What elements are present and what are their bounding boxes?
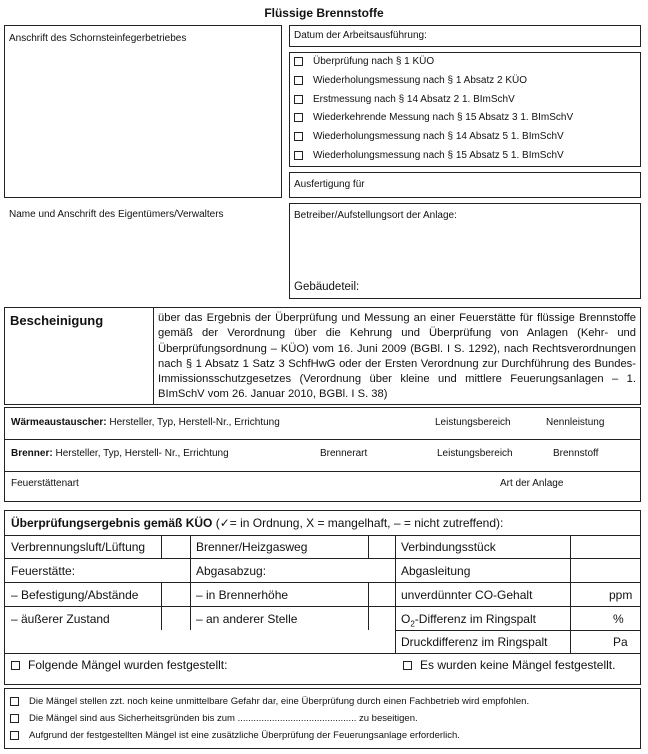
burner-flue-label: Brenner/Heizgasweg: [196, 540, 308, 554]
checkbox[interactable]: [11, 661, 20, 670]
checkbox[interactable]: [294, 57, 303, 66]
divider: [161, 535, 162, 559]
divider: [368, 535, 369, 559]
divider: [395, 630, 640, 631]
date-label: Datum der Arbeitsausführung:: [294, 30, 427, 41]
check-option[interactable]: Überprüfung nach § 1 KÜO: [294, 56, 434, 67]
check-option[interactable]: Wiederkehrende Messung nach § 15 Absatz 3 1. BImSchV: [294, 112, 573, 123]
owner-label: Name und Anschrift des Eigentümers/Verwalters: [9, 209, 224, 220]
flue-pipe-label: Abgasleitung: [401, 564, 471, 578]
nominal-power-label: Nennleistung: [546, 417, 605, 428]
address-box[interactable]: [4, 25, 282, 198]
o2-label: $O_2$-Differenz im Ringspalt: [401, 612, 536, 629]
checkbox[interactable]: [294, 76, 303, 85]
co-label: unverdünnter CO-Gehalt: [401, 588, 533, 602]
check-option[interactable]: Wiederholungsmessung nach § 1 Absatz 2 KÜO: [294, 75, 527, 86]
checkbox[interactable]: [294, 132, 303, 141]
condition-label: – äußerer Zustand: [11, 612, 110, 626]
divider: [5, 471, 640, 472]
copy-for-label: Ausfertigung für: [294, 179, 365, 190]
operator-label: Betreiber/Aufstellungsort der Anlage:: [294, 210, 457, 221]
connector-label: Verbindungsstück: [401, 540, 496, 554]
certificate-box: [4, 307, 641, 405]
system-type-label: Art der Anlage: [500, 478, 564, 489]
pressure-label: Druckdifferenz im Ringspalt: [401, 635, 548, 649]
note-option[interactable]: Die Mängel sind aus Sicherheitsgründen bis zum ............................................. zu beseitigen.: [10, 713, 418, 724]
checkbox[interactable]: [294, 151, 303, 160]
checkbox[interactable]: [10, 697, 19, 706]
divider: [5, 535, 640, 536]
exhaust-label: Abgasabzug:: [196, 564, 267, 578]
checkbox[interactable]: [294, 113, 303, 122]
burner-type-label: Brennerart: [320, 448, 368, 459]
copy-for-box[interactable]: [289, 172, 641, 198]
note-option[interactable]: Die Mängel stellen zzt. noch keine unmittelbare Gefahr dar, eine Überprüfung durch einen Fachbetrieb wird empfohlen.: [10, 696, 529, 707]
divider: [190, 535, 191, 630]
divider: [368, 582, 369, 630]
equipment-box: [4, 407, 641, 502]
divider: [570, 535, 571, 653]
other-location-label: – an anderer Stelle: [196, 612, 298, 626]
certificate-text: über das Ergebnis der Überprüfung und Messung an einer Feuerstätte für flüssige Brennstoffe gemäß der Verordnung über die Kehrung und Überprüfung von Anlagen (Kehr- und Überprüfungsordnung – KÜO) vom 16. Juni 2009 (BGBl. I S. 1292), nach Rechtsverordnungen nach § 1 Absatz 1 Satz 3 SchfHwG oder der Ersten Verordnung zur Durchführung des Bundes-Immissionsschutzgesetzes (Verordnung über kleine und mittlere Feuerungsanlagen – 1. BImSchV vom 26. Januar 2010, BGBl. I S. 38): [158, 312, 636, 401]
mounting-label: – Befestigung/Abstände: [11, 588, 139, 602]
operator-box[interactable]: [289, 203, 641, 299]
defects-found-option[interactable]: Folgende Mängel wurden festgestellt:: [11, 658, 227, 672]
check-option[interactable]: Wiederholungsmessung nach § 15 Absatz 5 1. BImSchV: [294, 150, 564, 161]
firing-type-label: Feuerstättenart: [11, 478, 79, 489]
divider: [5, 439, 640, 440]
note-option[interactable]: Aufgrund der festgestellten Mängel ist eine zusätzliche Überprüfung der Feuerungsanlage erforderlich.: [10, 730, 460, 741]
divider: [153, 308, 154, 404]
building-label: Gebäudeteil:: [294, 281, 360, 293]
divider: [5, 653, 640, 654]
unit-percent: %: [613, 612, 624, 626]
divider: [5, 558, 640, 559]
check-option[interactable]: Wiederholungsmessung nach § 14 Absatz 5 1. BImSchV: [294, 131, 564, 142]
power-range-label-2: Leistungsbereich: [437, 448, 513, 459]
heat-exchanger-label: Wärmeaustauscher: Hersteller, Typ, Herstell-Nr., Errichtung: [11, 417, 280, 428]
form-title: Flüssige Brennstoffe: [264, 6, 384, 20]
burner-height-label: – in Brennerhöhe: [196, 588, 289, 602]
results-heading: Überprüfungsergebnis gemäß KÜO (✓= in Ordnung, X = mangelhaft, – = nicht zutreffend):: [11, 516, 504, 530]
firing-label: Feuerstätte:: [11, 564, 76, 578]
unit-pa: Pa: [613, 635, 628, 649]
no-defects-option[interactable]: Es wurden keine Mängel festgestellt.: [403, 658, 615, 672]
certificate-heading: Bescheinigung: [10, 313, 104, 328]
checkbox[interactable]: [10, 731, 19, 740]
checkbox[interactable]: [403, 661, 412, 670]
check-option[interactable]: Erstmessung nach § 14 Absatz 2 1. BImSchV: [294, 94, 515, 105]
ventilation-label: Verbrennungsluft/Lüftung: [11, 540, 146, 554]
power-range-label: Leistungsbereich: [435, 417, 511, 428]
checkbox[interactable]: [294, 95, 303, 104]
divider: [395, 535, 396, 653]
divider: [5, 582, 640, 583]
fuel-label: Brennstoff: [553, 448, 599, 459]
results-box: [4, 510, 641, 685]
checkbox[interactable]: [10, 714, 19, 723]
address-label: Anschrift des Schornsteinfegerbetriebes: [9, 33, 187, 44]
divider: [161, 582, 162, 630]
divider: [5, 606, 640, 607]
unit-ppm: ppm: [609, 588, 633, 602]
date-box[interactable]: [289, 25, 641, 47]
burner-label: Brenner: Hersteller, Typ, Herstell- Nr., Errichtung: [11, 448, 229, 459]
